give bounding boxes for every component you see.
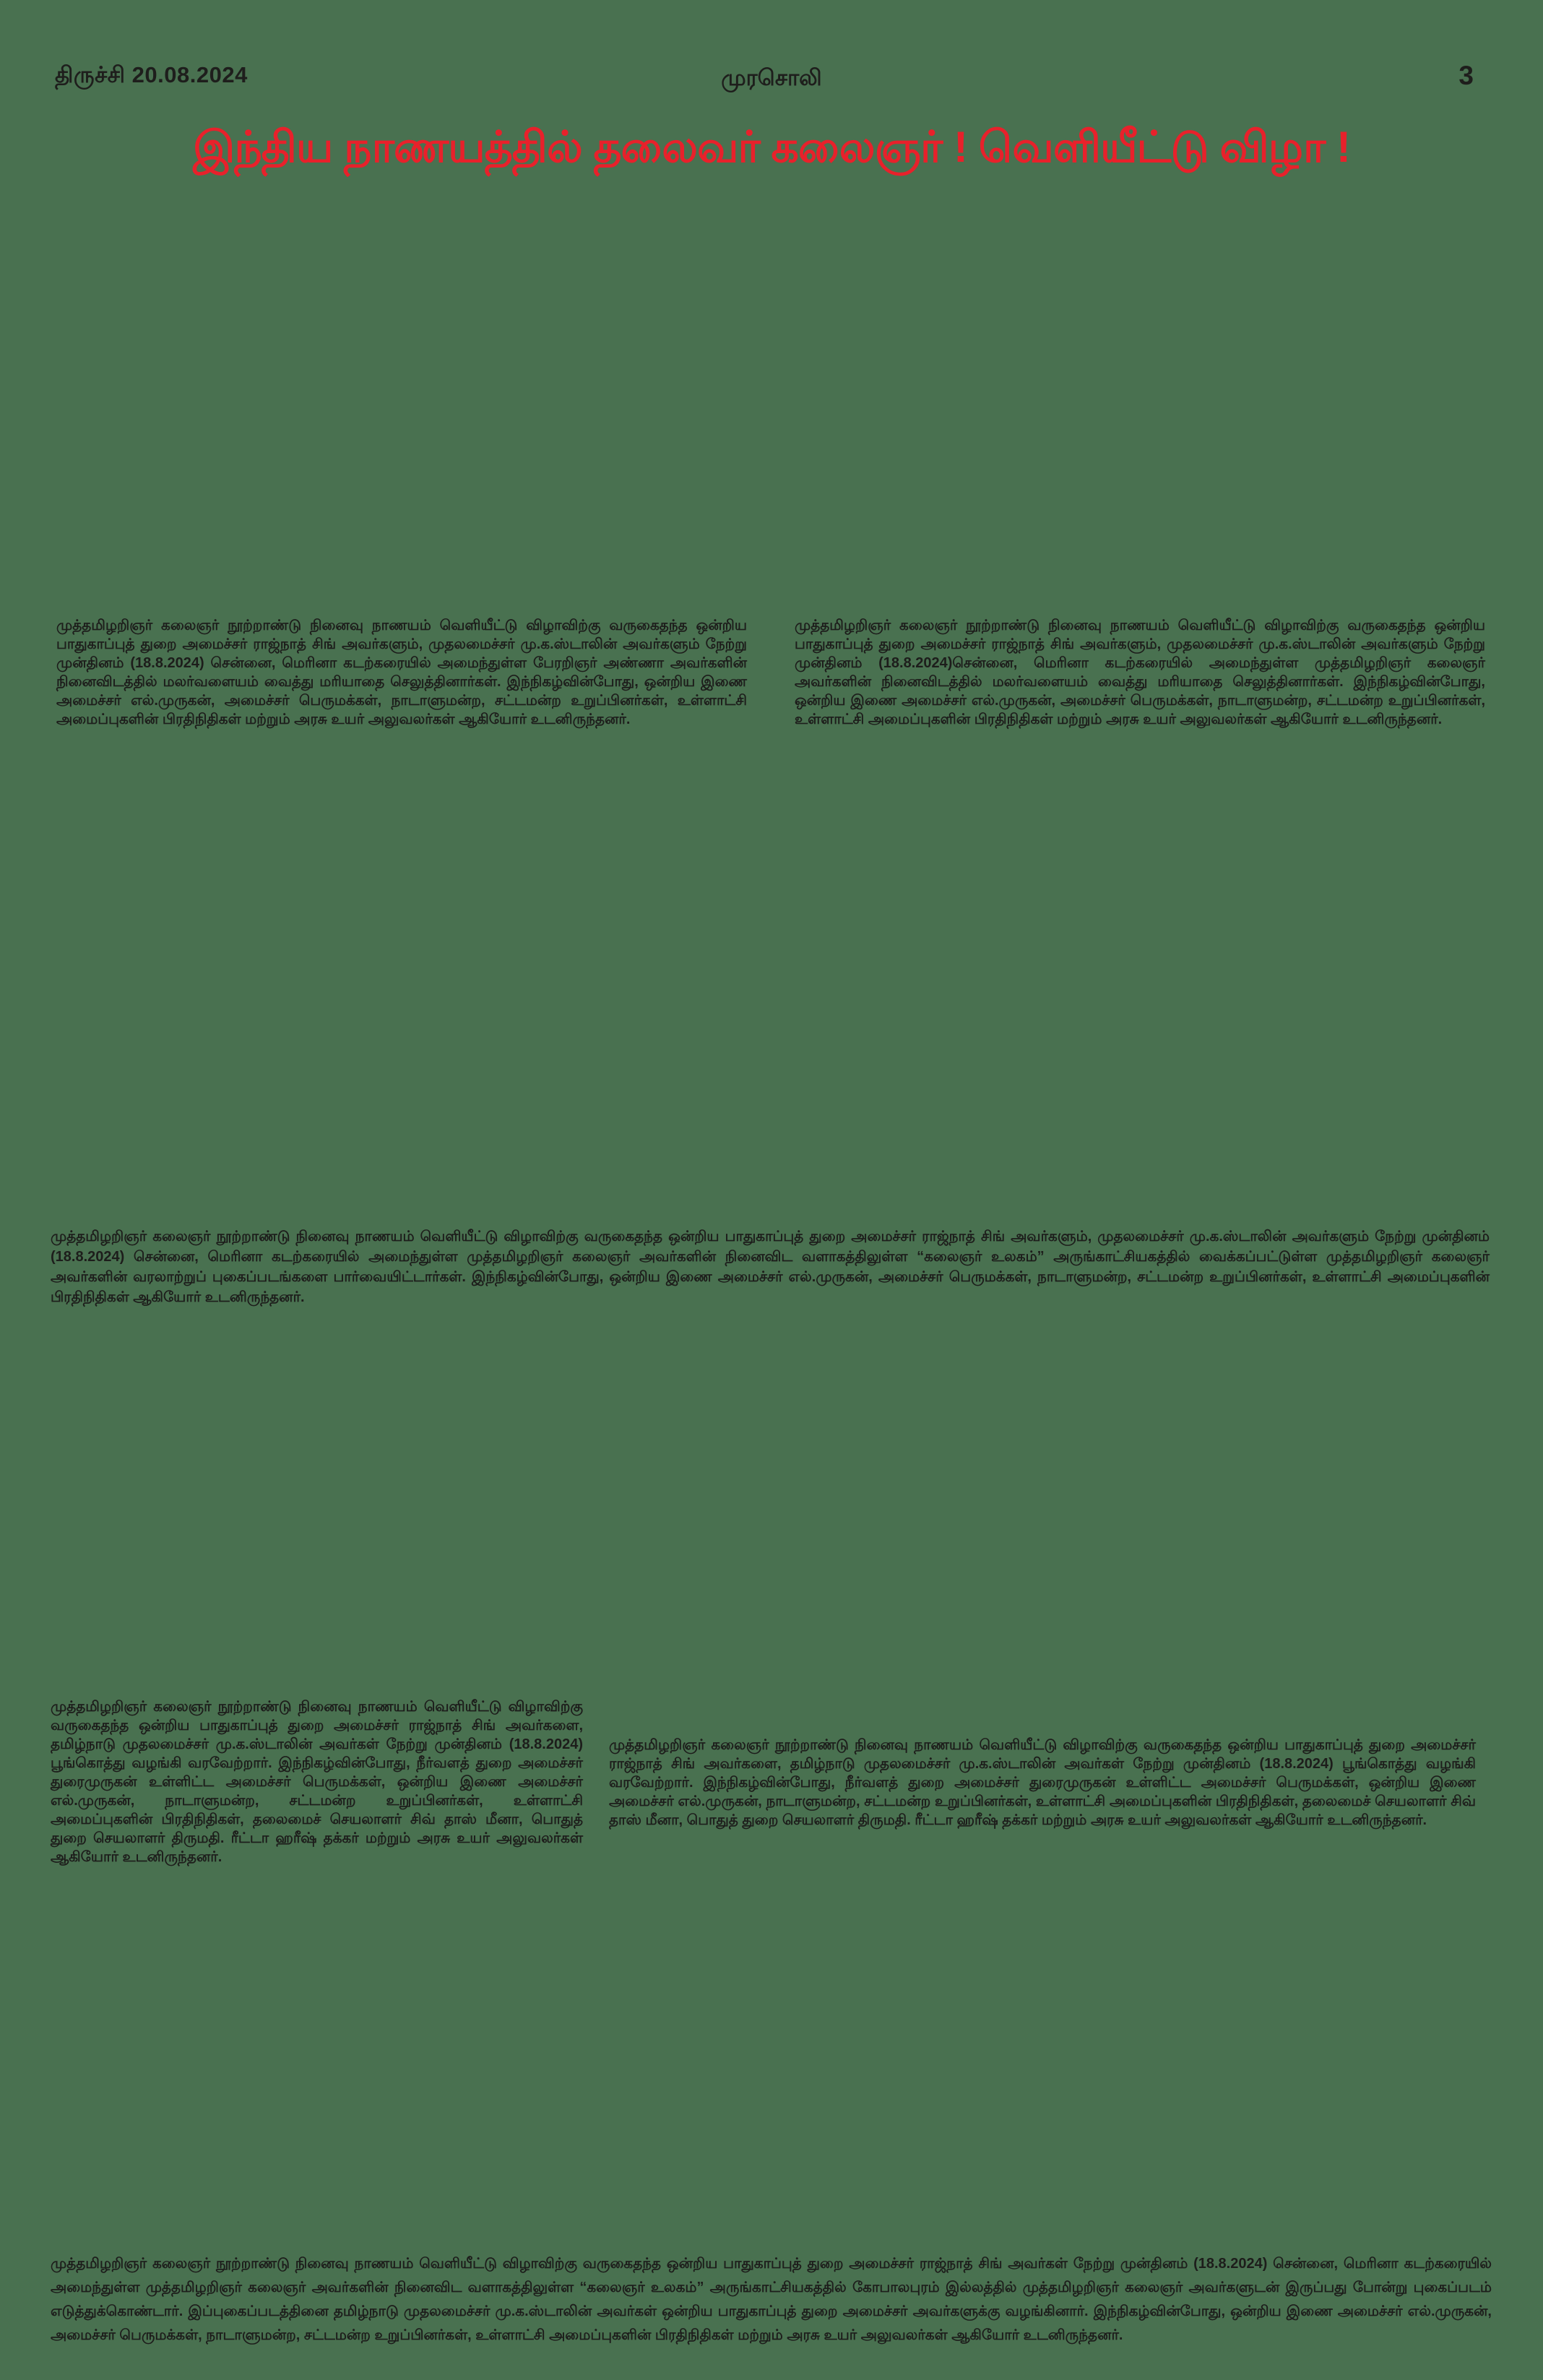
main-headline: இந்திய நாணயத்தில் தலைவர் கலைஞர் ! வெளியீட்டு விழா ! [192, 123, 1351, 171]
caption-kalaignar-memorial-wreath: முத்தமிழறிஞர் கலைஞர் நூற்றாண்டு நினைவு நாணயம் வெளியீட்டு விழாவிற்கு வருகைதந்த ஒன்றிய பாதுகாப்புத் துறை அமைச்சர் ராஜ்நாத் சிங் அவர்களும், முதலமைச்சர் மு.க.ஸ்டாலின் அவர்களும் நேற்று முன்தினம் (18.8.2024)சென்னை, மெரினா கடற்கரையில் அமைந்துள்ள முத்தமிழறிஞர் கலைஞர் அவர்களின் நினைவிடத்தில் மலர்வளையம் வைத்து மரியாதை செலுத்தினார்கள். இந்நிகழ்வின்போது, ஒன்றிய இணை அமைச்சர் எல்.முருகன், அமைச்சர் பெருமக்கள், நாடாளுமன்ற, சட்டமன்ற உறுப்பினர்கள், உள்ளாட்சி அமைப்புகளின் பிரதிநிதிகள் மற்றும் அரசு உயர் அலுவலர்கள் ஆகியோர் உடனிருந்தனர். [795, 618, 1485, 727]
edition-date: திருச்சி 20.08.2024 [55, 62, 248, 87]
caption-bouquet-welcome-left: முத்தமிழறிஞர் கலைஞர் நூற்றாண்டு நினைவு நாணயம் வெளியீட்டு விழாவிற்கு வருகைதந்த ஒன்றிய பாதுகாப்புத் துறை அமைச்சர் ராஜ்நாத் சிங் அவர்களை, தமிழ்நாடு முதலமைச்சர் மு.க.ஸ்டாலின் அவர்கள் நேற்று முன்தினம் (18.8.2024) பூங்கொத்து வழங்கி வரவேற்றார். இந்நிகழ்வின்போது, நீர்வளத் துறை அமைச்சர் துரைமுருகன் உள்ளிட்ட அமைச்சர் பெருமக்கள், ஒன்றிய இணை அமைச்சர் எல்.முருகன், நாடாளுமன்ற, சட்டமன்ற உறுப்பினர்கள், உள்ளாட்சி அமைப்புகளின் பிரதிநிதிகள், தலைமைச் செயலாளர் சிவ் தாஸ் மீனா, பொதுத் துறை செயலாளர் திருமதி. ரீட்டா ஹரீஷ் தக்கர் மற்றும் அரசு உயர் அலுவலர்கள் ஆகியோர் உடனிருந்தனர். [51, 1699, 583, 1865]
caption-anna-memorial-wreath: முத்தமிழறிஞர் கலைஞர் நூற்றாண்டு நினைவு நாணயம் வெளியீட்டு விழாவிற்கு வருகைதந்த ஒன்றிய பாதுகாப்புத் துறை அமைச்சர் ராஜ்நாத் சிங் அவர்களும், முதலமைச்சர் மு.க.ஸ்டாலின் அவர்களும் நேற்று முன்தினம் (18.8.2024) சென்னை, மெரினா கடற்கரையில் அமைந்துள்ள பேரறிஞர் அண்ணா அவர்களின் நினைவிடத்தில் மலர்வளையம் வைத்து மரியாதை செலுத்தினார்கள். இந்நிகழ்வின்போது, ஒன்றிய இணை அமைச்சர் எல்.முருகன், அமைச்சர் பெருமக்கள், நாடாளுமன்ற, சட்டமன்ற உறுப்பினர்கள், உள்ளாட்சி அமைப்புகளின் பிரதிநிதிகள் மற்றும் அரசு உயர் அலுவலர்கள் ஆகியோர் உடனிருந்தனர். [56, 618, 747, 727]
masthead-title: முரசொலி [721, 65, 822, 90]
page-number: 3 [1458, 61, 1474, 90]
caption-kalaignar-ulagam-photos: முத்தமிழறிஞர் கலைஞர் நூற்றாண்டு நினைவு நாணயம் வெளியீட்டு விழாவிற்கு வருகைதந்த ஒன்றிய பாதுகாப்புத் துறை அமைச்சர் ராஜ்நாத் சிங் அவர்களும், முதலமைச்சர் மு.க.ஸ்டாலின் அவர்களும் நேற்று முன்தினம் (18.8.2024) சென்னை, மெரினா கடற்கரையில் அமைந்துள்ள முத்தமிழறிஞர் கலைஞர் அவர்களின் நினைவிட வளாகத்திலுள்ள “கலைஞர் உலகம்” அருங்காட்சியகத்தில் வைக்கப்பட்டுள்ள முத்தமிழறிஞர் கலைஞர் அவர்களின் வரலாற்றுப் புகைப்படங்களை பார்வையிட்டார்கள். இந்நிகழ்வின்போது, ஒன்றிய இணை அமைச்சர் எல்.முருகன், அமைச்சர் பெருமக்கள், நாடாளுமன்ற, சட்டமன்ற உறுப்பினர்கள், உள்ளாட்சி அமைப்புகளின் பிரதிநிதிகள் ஆகியோர் உடனிருந்தனர். [51, 1229, 1490, 1305]
caption-photo-presentation: முத்தமிழறிஞர் கலைஞர் நூற்றாண்டு நினைவு நாணயம் வெளியீட்டு விழாவிற்கு வருகைதந்த ஒன்றிய பாதுகாப்புத் துறை அமைச்சர் ராஜ்நாத் சிங் அவர்கள் நேற்று முன்தினம் (18.8.2024) சென்னை, மெரினா கடற்கரையில் அமைந்துள்ள முத்தமிழறிஞர் கலைஞர் அவர்களின் நினைவிட வளாகத்திலுள்ள “கலைஞர் உலகம்” அருங்காட்சியகத்தில் கோபாலபுரம் இல்லத்தில் முத்தமிழறிஞர் கலைஞர் அவர்களுடன் இருப்பது போன்று புகைப்படம் எடுத்துக்கொண்டார். இப்புகைப்படத்தினை தமிழ்நாடு முதலமைச்சர் மு.க.ஸ்டாலின் அவர்கள் ஒன்றிய பாதுகாப்புத் துறை அமைச்சர் அவர்களுக்கு வழங்கினார். இந்நிகழ்வின்போது, ஒன்றிய இணை அமைச்சர் எல்.முருகன், அமைச்சர் பெருமக்கள், நாடாளுமன்ற, சட்டமன்ற உறுப்பினர்கள், உள்ளாட்சி அமைப்புகளின் பிரதிநிதிகள் மற்றும் அரசு உயர் அலுவலர்கள் ஆகியோர் உடனிருந்தனர். [51, 2256, 1492, 2343]
caption-bouquet-welcome-right: முத்தமிழறிஞர் கலைஞர் நூற்றாண்டு நினைவு நாணயம் வெளியீட்டு விழாவிற்கு வருகைதந்த ஒன்றிய பாதுகாப்புத் துறை அமைச்சர் ராஜ்நாத் சிங் அவர்களை, தமிழ்நாடு முதலமைச்சர் மு.க.ஸ்டாலின் அவர்கள் நேற்று முன்தினம் (18.8.2024) பூங்கொத்து வழங்கி வரவேற்றார். இந்நிகழ்வின்போது, நீர்வளத் துறை அமைச்சர் துரைமுருகன் உள்ளிட்ட அமைச்சர் பெருமக்கள், ஒன்றிய இணை அமைச்சர் எல்.முருகன், நாடாளுமன்ற, சட்டமன்ற உறுப்பினர்கள், உள்ளாட்சி அமைப்புகளின் பிரதிநிதிகள், தலைமைச் செயலாளர் சிவ் தாஸ் மீனா, பொதுத் துறை செயலாளர் திருமதி. ரீட்டா ஹரீஷ் தக்கர் மற்றும் அரசு உயர் அலுவலர்கள் ஆகியோர் உடனிருந்தனர். [609, 1737, 1476, 1828]
